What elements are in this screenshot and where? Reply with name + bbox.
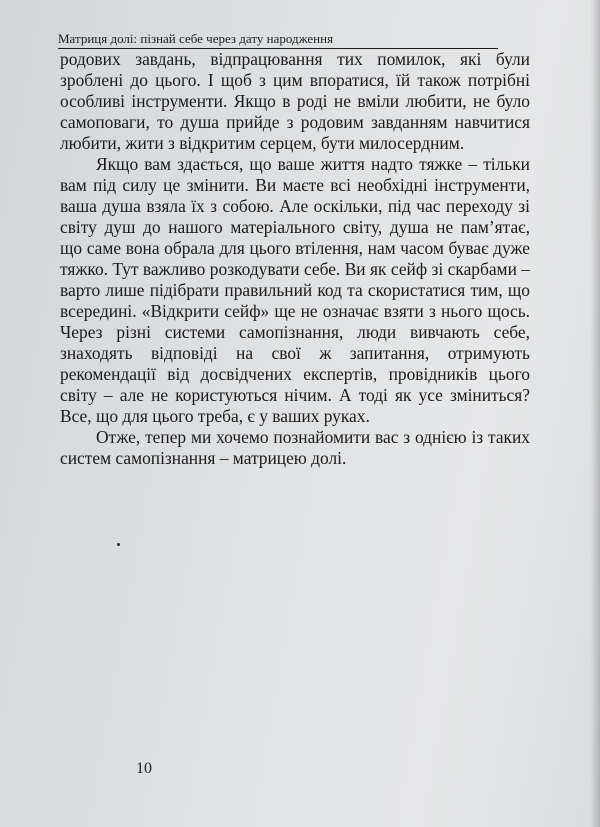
paragraph-continued: родових завдань, відпрацювання тих помилок, які були зроблені до цього. І щоб з цим впоратися, їй також потрібні особливі інструменти. Якщо в роді не вміли любити, не було самоповаги, то душа прийде з родовим завданням навчитися любити, жити з відкритим серцем, бути милосердним. <box>60 49 530 153</box>
stray-mark <box>117 543 120 546</box>
page-number: 10 <box>136 760 152 777</box>
paragraph: Отже, тепер ми хочемо познайомити вас з однією із таких систем самопізнання – матрицею долі. <box>60 427 530 468</box>
body-text <box>60 49 530 469</box>
paragraph: Якщо вам здається, що ваше життя надто тяжке – тільки вам під силу це змінити. Ви маєте всі необхідні інструменти, ваша душа взяла їх з собою. Але оскільки, під час переходу зі світу душ до нашого матеріального світу, душа не пам’ятає, що саме вона обрала для цього втілення, нам часом буває дуже тяжко. Тут важливо розкодувати себе. Ви як сейф зі скарбами – варто лише підібрати правильний код та скористатися тим, що всередині. «Відкрити сейф» ще не означає взяти з нього щось. Через різні системи самопізнання, люди вивчають себе, знаходять відповіді на свої ж запитання, отримують рекомендації від досвідчених експертів, провідників цього світу – але не користуються нічим. А тоді як усе зміниться? Все, що для цього треба, є у ваших руках. <box>60 154 530 426</box>
running-header: Матриця долі: пізнай себе через дату народження <box>58 31 334 46</box>
page-edge-shadow <box>590 0 600 827</box>
